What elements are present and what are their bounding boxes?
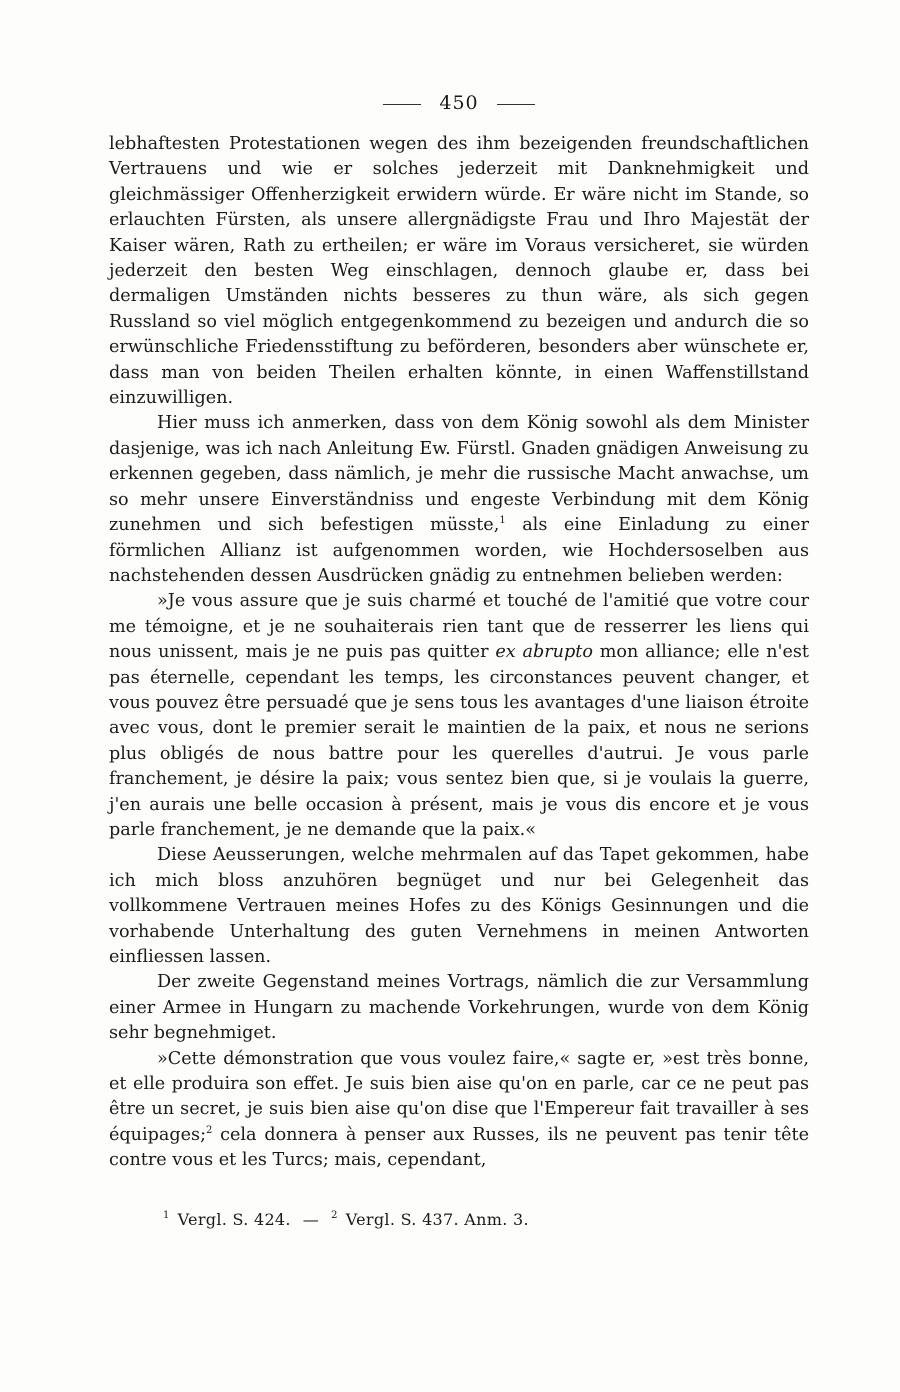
footnote-separator: — xyxy=(302,1209,320,1229)
header-dash-right xyxy=(497,104,535,105)
paragraph-text: »Cette démonstration que vous voulez faire,« sagte er, »est très bonne, et elle produira son effet. Je suis bien aise qu'on en parle, car ce ne peut pas être un secret, je suis bien aise qu'on dise que l'Empereur fait travailler à ses équipages; xyxy=(109,1048,809,1145)
footnote-reference: 1 xyxy=(499,515,506,527)
paragraph xyxy=(109,411,809,589)
footnote xyxy=(163,1210,291,1229)
page-header xyxy=(109,88,809,118)
body-text xyxy=(109,132,809,1174)
paragraph xyxy=(109,970,809,1046)
footnote-mark: 1 xyxy=(163,1210,170,1222)
paragraph-text: Diese Aeusserungen, welche mehrmalen auf das Tapet gekommen, habe ich mich bloss anzuhören begnüget und nur bei Gelegenheit das vollkommene Vertrauen meines Hofes zu des Königs Gesinnungen und die vorhabende Unterhaltung des guten Vernehmens in meinen Antworten einfliessen lassen. xyxy=(109,845,809,967)
footnote-mark: 2 xyxy=(331,1210,338,1222)
paragraph-text: Der zweite Gegenstand meines Vortrags, nämlich die zur Versammlung einer Armee in Hungarn zu machende Vorkehrungen, wurde von dem König sehr begnehmiget. xyxy=(109,972,809,1044)
paragraph-text: cela donnera à penser aux Russes, ils ne peuvent pas tenir tête contre vous et les Turcs; mais, cependant, xyxy=(109,1124,809,1171)
document-page xyxy=(109,88,809,1232)
paragraph-text: mon alliance; elle n'est pas éternelle, cependant les temps, les circonstances peuvent changer, et vous pouvez être persuadé que je sens tous les avantages d'une liaison étroite avec vous, dont le premier serait le maintien de la paix, et nous ne serions plus obligés de nous battre pour les querelles d'autrui. Je vous parle franchement, je désire la paix; vous sentez bien que, si je voulais la guerre, j'en aurais une belle occasion à présent, mais je vous dis encore et je vous parle franchement, je ne demande que la paix.« xyxy=(109,642,809,840)
footnote-text: Vergl. S. 437. Anm. 3. xyxy=(345,1209,529,1229)
paragraph-text: lebhaftesten Protestationen wegen des ihm bezeigenden freundschaftlichen Vertrauens und wie er solches jederzeit mit Danknehmigkeit und gleichmässiger Offenherzigkeit erwidern würde. Er wäre nicht im Stande, so erlauchten Fürsten, als unsere allergnädigste Frau und Ihro Majestät der Kaiser wären, Rath zu ertheilen; er wäre im Voraus versicheret, sie würden jederzeit den besten Weg einschlagen, dennoch glaube er, dass bei dermaligen Umständen nichts besseres zu thun wäre, als sich gegen Russland so viel möglich entgegenkommend zu bezeigen und andurch die so erwünschliche Friedensstiftung zu beförderen, besonders aber wünschete er, dass man von beiden Theilen erhalten könnte, in einen Waffenstillstand einzuwilligen. xyxy=(109,134,809,409)
footnotes xyxy=(109,1208,809,1232)
footnote-reference: 2 xyxy=(206,1124,213,1136)
paragraph xyxy=(109,843,809,970)
header-dash-left xyxy=(383,104,421,105)
paragraph-text: Hier muss ich anmerken, dass von dem König sowohl als dem Minister dasjenige, was ich nach Anleitung Ew. Fürstl. Gnaden gnädigen Anweisung zu erkennen gegeben, dass nämlich, je mehr die russische Macht anwachse, um so mehr unsere Einverständniss und engeste Verbindung mit dem König zunehmen und sich befestigen müsste, xyxy=(109,413,809,536)
footnote-text: Vergl. S. 424. xyxy=(177,1209,291,1229)
page-number: 450 xyxy=(439,92,479,114)
italic-text: ex abrupto xyxy=(495,642,593,663)
paragraph xyxy=(109,1047,809,1174)
paragraph xyxy=(109,132,809,411)
paragraph-text: als eine Einladung zu einer förmlichen Allianz ist aufgenommen worden, wie Hochdersoselben aus nachstehenden dessen Ausdrücken gnädig zu entnehmen belieben werden: xyxy=(109,515,809,586)
paragraph-text: »Je vous assure que je suis charmé et touché de l'amitié que votre cour me témoigne, et je ne souhaiterais rien tant que de resserrer les liens qui nous unissent, mais je ne puis pas quitter xyxy=(109,591,809,663)
footnote xyxy=(331,1210,529,1229)
paragraph xyxy=(109,589,809,843)
